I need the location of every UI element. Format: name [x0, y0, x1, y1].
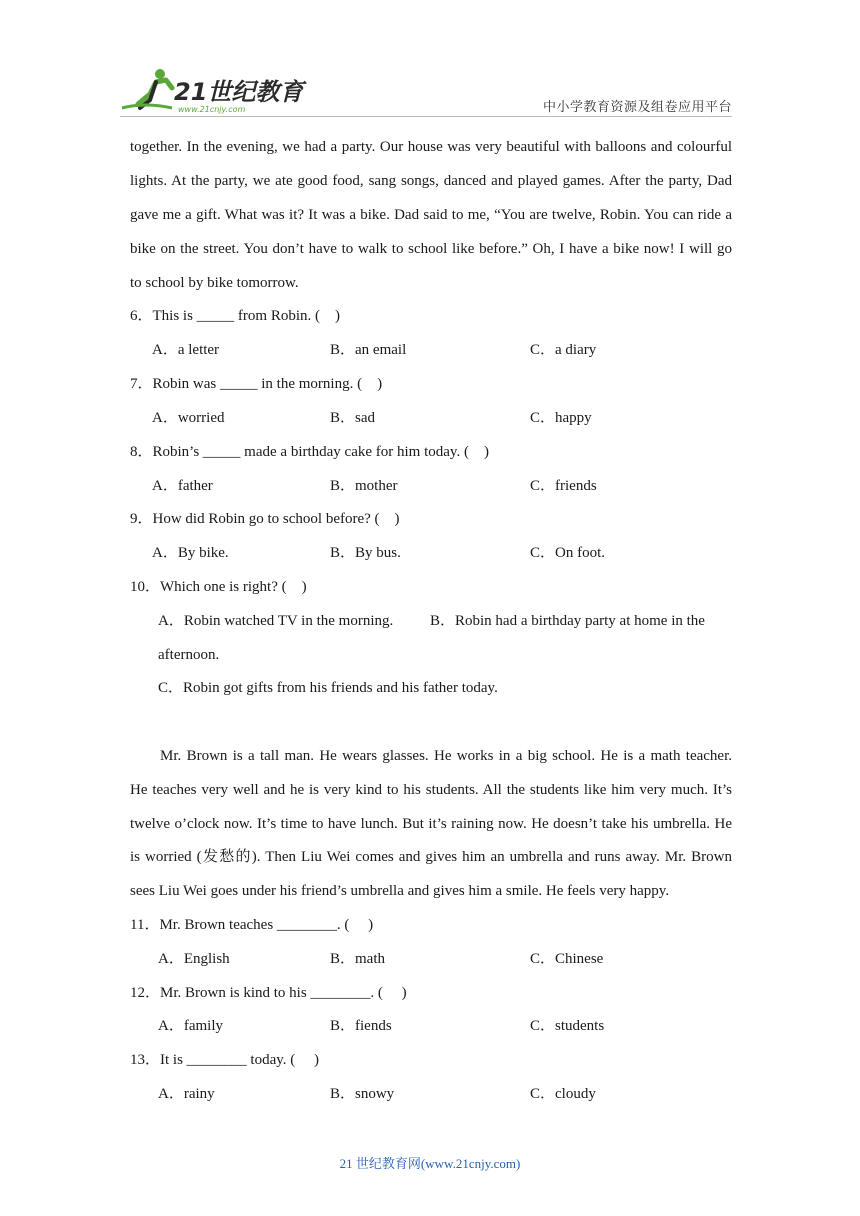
runner-icon — [122, 69, 172, 108]
logo-text: 21世纪教育 — [174, 78, 304, 106]
question-10-option-c[interactable]: C．Robin got gifts from his friends and his father today. — [158, 680, 498, 696]
question-6-option-a[interactable]: A．a letter — [152, 342, 220, 358]
question-6-option-c[interactable]: C．a diary — [530, 342, 597, 358]
question-11-option-b[interactable]: B．math — [330, 951, 385, 967]
question-8-stem: 8．Robin’s _____ made a birthday cake for him today. ( ) — [130, 444, 489, 460]
question-6-stem: 6．This is _____ from Robin. ( ) — [130, 308, 340, 324]
question-8-option-c[interactable]: C．friends — [530, 478, 597, 494]
question-13-option-a[interactable]: A．rainy — [158, 1086, 215, 1102]
passage1-line-5: to school by bike tomorrow. — [130, 275, 299, 291]
question-13-option-b[interactable]: B．snowy — [330, 1086, 395, 1102]
question-9-option-b[interactable]: B．By bus. — [330, 545, 401, 561]
question-12-option-b[interactable]: B．fiends — [330, 1018, 392, 1034]
question-7-stem: 7．Robin was _____ in the morning. ( ) — [130, 376, 383, 392]
question-10-option-b[interactable]: B．Robin had a birthday party at home in the — [430, 613, 705, 629]
question-7-option-c[interactable]: C．happy — [530, 410, 592, 426]
question-7-option-a[interactable]: A．worried — [152, 410, 225, 426]
question-9-option-c[interactable]: C．On foot. — [530, 545, 606, 561]
question-11-option-a[interactable]: A．English — [158, 951, 230, 967]
question-7-option-b[interactable]: B．sad — [330, 410, 376, 426]
passage2-line-5: sees Liu Wei goes under his friend’s umbrella and gives him a smile. He feels very happy. — [130, 883, 670, 899]
question-13-stem: 13．It is ________ today. ( ) — [130, 1052, 320, 1068]
question-8-option-a[interactable]: A．father — [152, 478, 213, 494]
question-12-option-c[interactable]: C．students — [530, 1018, 605, 1034]
question-8-option-b[interactable]: B．mother — [330, 478, 398, 494]
passage1-line-4: bike on the street. You don’t have to walk to school like before.” Oh, I have a bike now! I will go — [130, 241, 732, 257]
question-12-option-a[interactable]: A．family — [158, 1018, 223, 1034]
question-11-option-c[interactable]: C．Chinese — [530, 951, 604, 967]
question-6-option-b[interactable]: B．an email — [330, 342, 407, 358]
question-10-option-b-cont: afternoon. — [158, 647, 220, 663]
header-divider — [120, 116, 732, 117]
question-11-stem: 11．Mr. Brown teaches ________. ( ) — [130, 917, 374, 933]
page-footer[interactable]: 21 世纪教育网(www.21cnjy.com) — [339, 1156, 521, 1171]
passage1-line-1: together. In the evening, we had a party. Our house was very beautiful with balloons and colourful — [130, 139, 732, 155]
passage2-line-4: is worried (发愁的). Then Liu Wei comes and gives him an umbrella and runs away. Mr. Brown — [130, 849, 732, 865]
passage2-line-2: He teaches very well and he is very kind to his students. All the students like him very much. It’s — [130, 782, 732, 798]
question-13-option-c[interactable]: C．cloudy — [530, 1086, 596, 1102]
logo-url: www.21cnjy.com — [178, 105, 246, 114]
passage1-line-2: lights. At the party, we ate good food, sang songs, danced and played games. After the party, Dad — [130, 173, 732, 189]
question-9-option-a[interactable]: A．By bike. — [152, 545, 229, 561]
question-12-stem: 12．Mr. Brown is kind to his ________. ( ) — [130, 985, 407, 1001]
page-header — [120, 64, 732, 116]
question-10-option-a[interactable]: A．Robin watched TV in the morning. — [158, 613, 394, 629]
passage2-line-3: twelve o’clock now. It’s time to have lunch. But it’s raining now. He doesn’t take his umbrella. He — [130, 816, 732, 832]
logo-21cnjy — [120, 64, 304, 116]
question-10-stem: 10．Which one is right? ( ) — [130, 579, 307, 595]
passage1-line-3: gave me a gift. What was it? It was a bike. Dad said to me, “You are twelve, Robin. You can ride a — [130, 207, 732, 223]
question-9-stem: 9．How did Robin go to school before? ( ) — [130, 511, 400, 527]
header-platform-text: 中小学教育资源及组卷应用平台 — [542, 100, 732, 115]
passage2-line-1: Mr. Brown is a tall man. He wears glasses. He works in a big school. He is a math teacher. — [160, 748, 732, 764]
